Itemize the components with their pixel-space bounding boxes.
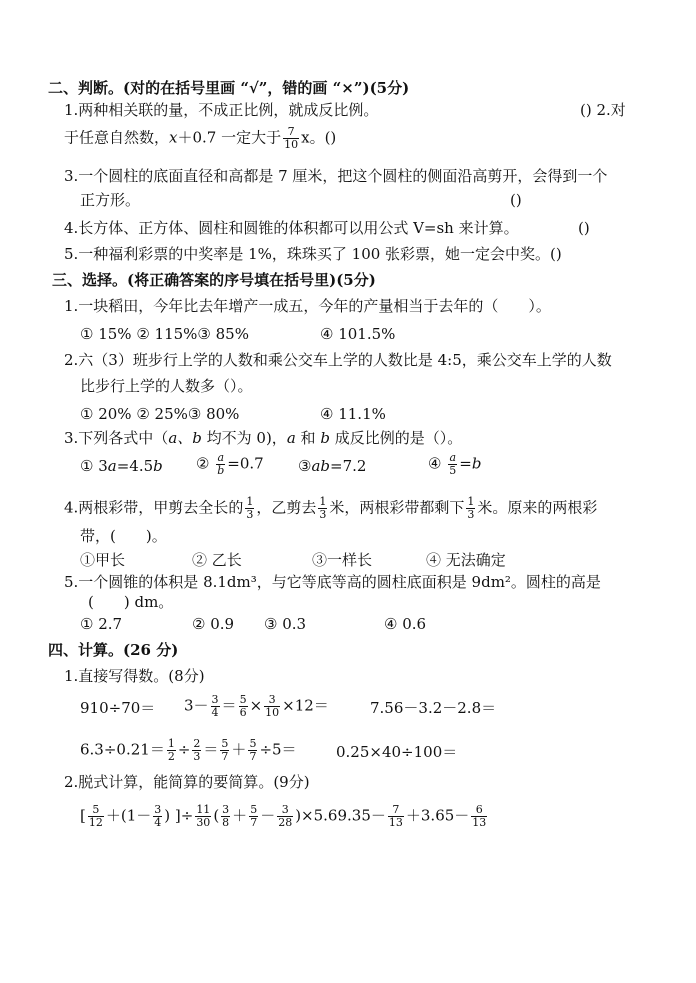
s3-q4-option-3: ③一样长 xyxy=(312,551,373,569)
s3-question-5-cont: ( ) dm。 xyxy=(88,593,174,611)
s3-q1-options: ① 15% ② 115%③ 85% xyxy=(80,325,249,343)
s2-question-2: 于任意自然数，x＋0.7 一定大于 $\frac{7}{10}$ x。() xyxy=(64,125,337,151)
fraction: $\frac{7}{10}$ xyxy=(284,125,299,151)
section-4-heading: 四、计算。(26 分) xyxy=(48,641,179,659)
s3-question-1: 1.一块稻田，今年比去年增产一成五，今年的产量相当于去年的（ ）。 xyxy=(64,297,551,315)
s3-q5-option-2: ② 0.9 xyxy=(192,615,235,633)
fraction: $\frac{3}{4}$ xyxy=(154,803,162,829)
s2-question-3: 3.一个圆柱的底面直径和高都是 7 厘米，把这个圆柱的侧面沿高剪开，会得到一个 xyxy=(64,167,608,185)
fraction: $\frac{1}{2}$ xyxy=(167,737,175,763)
s3-q5-option-3: ③ 0.3 xyxy=(264,615,307,633)
fraction: $\frac{5}{6}$ xyxy=(239,693,247,719)
fraction: $\frac{1}{3}$ xyxy=(467,495,475,521)
calc-row-1b: 3－ $\frac{3}{4}$ ＝ $\frac{5}{6}$ × $\frac{3}{10}$ ×12＝ xyxy=(184,693,329,719)
calc-row-1a: 910÷70＝ xyxy=(80,699,156,717)
s3-q5-option-1: ① 2.7 xyxy=(80,615,123,633)
calc-row-3: [ $\frac{5}{12}$ ＋(1－ $\frac{3}{4}$ ) ]÷ $\frac{11}{30}$ ( $\frac{3}{8}$ ＋ $\frac{5}{7}$ － $\frac{3}{28}$ )×5.69.35－ $\frac{7}{13}$ ＋3.65－ $\frac{6}{13}$ xyxy=(80,803,487,829)
fraction: $\frac{3}{4}$ xyxy=(211,693,219,719)
s2-question-4-paren: () xyxy=(578,219,590,237)
fraction: $\frac{a}{5}$ xyxy=(449,451,457,477)
calc-row-2b: 0.25×40÷100＝ xyxy=(336,743,458,761)
s3-q2-option-4: ④ 11.1% xyxy=(320,405,386,423)
s3-q3-option-4: ④ $\frac{a}{5}$ =b xyxy=(428,451,482,477)
section-3-heading: 三、选择。(将正确答案的序号填在括号里)(5分) xyxy=(52,271,376,289)
s2-question-1: 1.两种相关联的量，不成正比例，就成反比例。 xyxy=(64,101,379,119)
fraction: $\frac{7}{13}$ xyxy=(388,803,403,829)
s3-question-3: 3.下列各式中（a、b 均不为 0)，a 和 b 成反比例的是（）。 xyxy=(64,429,463,447)
s2-question-3-cont: 正方形。 xyxy=(80,191,141,209)
fraction: $\frac{5}{12}$ xyxy=(88,803,103,829)
s2-question-3-paren: () xyxy=(510,191,522,209)
s3-q3-option-1: ① 3a=4.5b xyxy=(80,457,163,475)
s3-question-4-cont: 带，( )。 xyxy=(80,527,167,545)
section-2-heading: 二、判断。(对的在括号里画 “√”，错的画 “×”)(5分) xyxy=(48,79,410,97)
s3-q4-option-4: ④ 无法确定 xyxy=(426,551,506,569)
s2-question-5: 5.一种福利彩票的中奖率是 1%，珠珠买了 100 张彩票，她一定会中奖。() xyxy=(64,245,562,263)
fraction: $\frac{5}{7}$ xyxy=(221,737,229,763)
fraction: $\frac{2}{3}$ xyxy=(193,737,201,763)
s2-question-1-paren: () 2.对 xyxy=(580,101,626,119)
calc-row-1c: 7.56－3.2－2.8＝ xyxy=(370,699,497,717)
fraction: $\frac{3}{8}$ xyxy=(222,803,230,829)
s3-q3-option-3: ③ab=7.2 xyxy=(298,457,367,475)
fraction: $\frac{a}{b}$ xyxy=(217,451,225,477)
s3-q4-option-2: ② 乙长 xyxy=(192,551,242,569)
s3-q3-option-2: ② $\frac{a}{b}$ =0.7 xyxy=(196,451,264,477)
fraction: $\frac{11}{30}$ xyxy=(196,803,211,829)
fraction: $\frac{3}{10}$ xyxy=(265,693,280,719)
fraction: $\frac{1}{3}$ xyxy=(319,495,327,521)
s3-question-4: 4.两根彩带，甲剪去全长的 $\frac{1}{3}$ ，乙剪去 $\frac{1}{3}$ 米，两根彩带都剩下 $\frac{1}{3}$ 米。原来的两根彩 xyxy=(64,495,598,521)
s4-subquestion-1: 1.直接写得数。(8分) xyxy=(64,667,205,685)
s3-question-5: 5.一个圆锥的体积是 8.1dm³，与它等底等高的圆柱底面积是 9dm²。圆柱的高是 xyxy=(64,573,601,591)
s3-q5-option-4: ④ 0.6 xyxy=(384,615,427,633)
fraction: $\frac{6}{13}$ xyxy=(472,803,487,829)
s3-q4-option-1: ①甲长 xyxy=(80,551,126,569)
fraction: $\frac{1}{3}$ xyxy=(246,495,254,521)
s3-question-2: 2.六（3）班步行上学的人数和乘公交车上学的人数比是 4:5，乘公交车上学的人数 xyxy=(64,351,612,369)
calc-row-2a: 6.3÷0.21＝ $\frac{1}{2}$ ÷ $\frac{2}{3}$ ＝ $\frac{5}{7}$ ＋ $\frac{5}{7}$ ÷5＝ xyxy=(80,737,297,763)
fraction: $\frac{5}{7}$ xyxy=(249,737,257,763)
s3-question-2-cont: 比步行上学的人数多（）。 xyxy=(80,377,253,395)
s3-q2-options: ① 20% ② 25%③ 80% xyxy=(80,405,240,423)
s2-question-4: 4.长方体、正方体、圆柱和圆锥的体积都可以用公式 V=sh 来计算。 xyxy=(64,219,519,237)
fraction: $\frac{3}{28}$ xyxy=(278,803,293,829)
s4-subquestion-2: 2.脱式计算，能简算的要简算。(9分) xyxy=(64,773,310,791)
s3-q1-option-4: ④ 101.5% xyxy=(320,325,396,343)
fraction: $\frac{5}{7}$ xyxy=(250,803,258,829)
